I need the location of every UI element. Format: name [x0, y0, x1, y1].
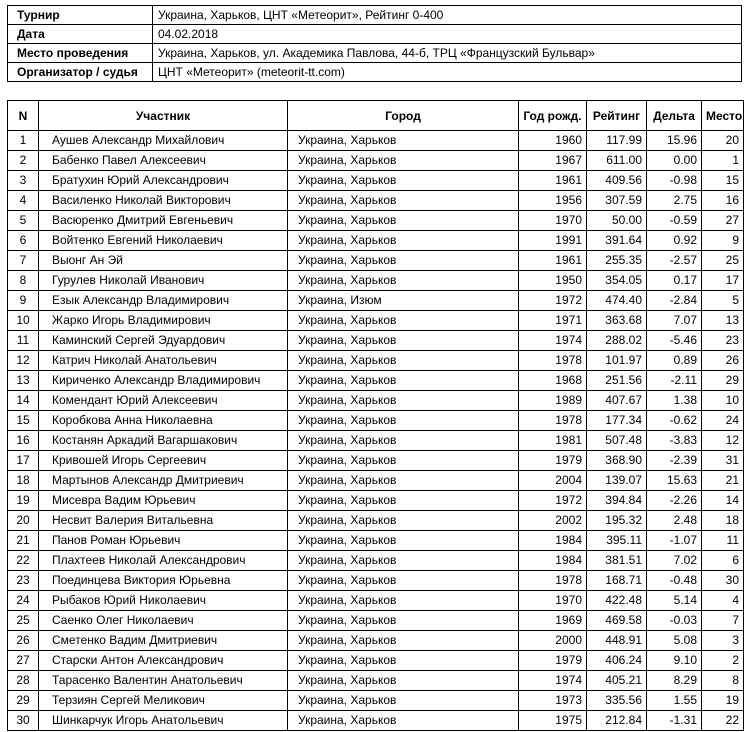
- cell-city: Украина, Харьков: [288, 631, 519, 651]
- cell-participant: Жарко Игорь Владимирович: [39, 311, 288, 331]
- results-body: [8, 131, 744, 731]
- cell-birth-year: 2002: [519, 511, 587, 531]
- cell-number: 3: [8, 171, 39, 191]
- cell-number: 17: [8, 451, 39, 471]
- cell-participant: Василенко Николай Викторович: [39, 191, 288, 211]
- cell-delta: -2.11: [647, 371, 702, 391]
- cell-city: Украина, Харьков: [288, 391, 519, 411]
- cell-birth-year: 1961: [519, 171, 587, 191]
- cell-delta: 15.63: [647, 471, 702, 491]
- cell-participant: Терзиян Сергей Меликович: [39, 691, 288, 711]
- cell-delta: 0.89: [647, 351, 702, 371]
- cell-number: 21: [8, 531, 39, 551]
- table-row: [8, 491, 744, 511]
- column-header-participant: Участник: [39, 101, 288, 131]
- cell-participant: Несвит Валерия Витальевна: [39, 511, 288, 531]
- cell-birth-year: 1978: [519, 571, 587, 591]
- table-row: [8, 371, 744, 391]
- cell-participant: Каминский Сергей Эдуардович: [39, 331, 288, 351]
- cell-rating: 381.51: [587, 551, 647, 571]
- table-row: [8, 511, 744, 531]
- cell-rating: 255.35: [587, 251, 647, 271]
- cell-delta: 5.08: [647, 631, 702, 651]
- tournament-value: Украина, Харьков, ЦНТ «Метеорит», Рейтинг 0-400: [153, 6, 742, 25]
- cell-birth-year: 1973: [519, 691, 587, 711]
- cell-delta: -2.26: [647, 491, 702, 511]
- cell-place: 3: [702, 631, 744, 651]
- tournament-label: Турнир: [8, 6, 153, 25]
- cell-delta: 1.55: [647, 691, 702, 711]
- cell-participant: Панов Роман Юрьевич: [39, 531, 288, 551]
- cell-delta: 9.10: [647, 651, 702, 671]
- cell-rating: 195.32: [587, 511, 647, 531]
- cell-participant: Комендант Юрий Алексеевич: [39, 391, 288, 411]
- cell-birth-year: 1961: [519, 251, 587, 271]
- cell-birth-year: 1960: [519, 131, 587, 151]
- cell-birth-year: 1970: [519, 211, 587, 231]
- cell-city: Украина, Харьков: [288, 671, 519, 691]
- column-header-place: Место: [702, 101, 744, 131]
- cell-place: 31: [702, 451, 744, 471]
- cell-rating: 395.11: [587, 531, 647, 551]
- cell-rating: 101.97: [587, 351, 647, 371]
- cell-place: 24: [702, 411, 744, 431]
- cell-participant: Поединцева Виктория Юрьевна: [39, 571, 288, 591]
- cell-delta: 2.48: [647, 511, 702, 531]
- table-row: [8, 331, 744, 351]
- info-row-venue: [8, 44, 742, 63]
- cell-number: 25: [8, 611, 39, 631]
- cell-rating: 335.56: [587, 691, 647, 711]
- cell-city: Украина, Харьков: [288, 191, 519, 211]
- cell-place: 27: [702, 211, 744, 231]
- cell-delta: 5.14: [647, 591, 702, 611]
- table-row: [8, 231, 744, 251]
- cell-city: Украина, Харьков: [288, 431, 519, 451]
- table-row: [8, 151, 744, 171]
- table-row: [8, 131, 744, 151]
- cell-rating: 409.56: [587, 171, 647, 191]
- cell-delta: -2.57: [647, 251, 702, 271]
- cell-delta: -0.48: [647, 571, 702, 591]
- cell-rating: 611.00: [587, 151, 647, 171]
- cell-delta: -2.84: [647, 291, 702, 311]
- cell-birth-year: 1950: [519, 271, 587, 291]
- cell-number: 20: [8, 511, 39, 531]
- cell-participant: Тарасенко Валентин Анатольевич: [39, 671, 288, 691]
- cell-participant: Коробкова Анна Николаевна: [39, 411, 288, 431]
- results-header-row: [8, 101, 744, 131]
- column-header-city: Город: [288, 101, 519, 131]
- cell-place: 23: [702, 331, 744, 351]
- cell-city: Украина, Харьков: [288, 651, 519, 671]
- cell-rating: 422.48: [587, 591, 647, 611]
- cell-birth-year: 1989: [519, 391, 587, 411]
- column-header-number: N: [8, 101, 39, 131]
- cell-delta: -1.31: [647, 711, 702, 731]
- cell-number: 29: [8, 691, 39, 711]
- cell-birth-year: 1978: [519, 411, 587, 431]
- table-row: [8, 351, 744, 371]
- cell-delta: 2.75: [647, 191, 702, 211]
- cell-rating: 469.58: [587, 611, 647, 631]
- date-label: Дата: [8, 25, 153, 44]
- cell-delta: -2.39: [647, 451, 702, 471]
- cell-city: Украина, Харьков: [288, 251, 519, 271]
- cell-participant: Бабенко Павел Алексеевич: [39, 151, 288, 171]
- cell-rating: 474.40: [587, 291, 647, 311]
- cell-place: 30: [702, 571, 744, 591]
- cell-number: 15: [8, 411, 39, 431]
- cell-birth-year: 1979: [519, 451, 587, 471]
- cell-place: 14: [702, 491, 744, 511]
- cell-city: Украина, Харьков: [288, 331, 519, 351]
- cell-participant: Саенко Олег Николаевич: [39, 611, 288, 631]
- cell-number: 27: [8, 651, 39, 671]
- tournament-info-table: [7, 5, 742, 82]
- cell-birth-year: 1956: [519, 191, 587, 211]
- cell-place: 13: [702, 311, 744, 331]
- cell-city: Украина, Харьков: [288, 171, 519, 191]
- cell-participant: Войтенко Евгений Николаевич: [39, 231, 288, 251]
- cell-place: 11: [702, 531, 744, 551]
- cell-city: Украина, Харьков: [288, 711, 519, 731]
- cell-city: Украина, Изюм: [288, 291, 519, 311]
- cell-participant: Костанян Аркадий Вагаршакович: [39, 431, 288, 451]
- cell-delta: 0.00: [647, 151, 702, 171]
- cell-birth-year: 1984: [519, 531, 587, 551]
- cell-birth-year: 1972: [519, 291, 587, 311]
- cell-delta: -3.83: [647, 431, 702, 451]
- table-row: [8, 591, 744, 611]
- cell-number: 5: [8, 211, 39, 231]
- cell-place: 2: [702, 651, 744, 671]
- cell-number: 23: [8, 571, 39, 591]
- cell-birth-year: 1991: [519, 231, 587, 251]
- column-header-rating: Рейтинг: [587, 101, 647, 131]
- cell-delta: 15.96: [647, 131, 702, 151]
- cell-city: Украина, Харьков: [288, 311, 519, 331]
- cell-place: 16: [702, 191, 744, 211]
- cell-number: 13: [8, 371, 39, 391]
- cell-participant: Гурулев Николай Иванович: [39, 271, 288, 291]
- cell-number: 26: [8, 631, 39, 651]
- cell-participant: Сметенко Вадим Дмитриевич: [39, 631, 288, 651]
- column-header-birth-year: Год рожд.: [519, 101, 587, 131]
- cell-number: 14: [8, 391, 39, 411]
- cell-participant: Васюренко Дмитрий Евгеньевич: [39, 211, 288, 231]
- cell-place: 10: [702, 391, 744, 411]
- cell-birth-year: 1968: [519, 371, 587, 391]
- cell-place: 20: [702, 131, 744, 151]
- cell-delta: -1.07: [647, 531, 702, 551]
- cell-participant: Шинкарчук Игорь Анатольевич: [39, 711, 288, 731]
- cell-birth-year: 1970: [519, 591, 587, 611]
- table-row: [8, 251, 744, 271]
- cell-city: Украина, Харьков: [288, 451, 519, 471]
- cell-city: Украина, Харьков: [288, 371, 519, 391]
- cell-city: Украина, Харьков: [288, 131, 519, 151]
- cell-rating: 307.59: [587, 191, 647, 211]
- cell-rating: 507.48: [587, 431, 647, 451]
- cell-birth-year: 2004: [519, 471, 587, 491]
- cell-place: 18: [702, 511, 744, 531]
- cell-participant: Кривошей Игорь Сергеевич: [39, 451, 288, 471]
- cell-number: 4: [8, 191, 39, 211]
- venue-label: Место проведения: [8, 44, 153, 63]
- table-row: [8, 171, 744, 191]
- cell-number: 10: [8, 311, 39, 331]
- cell-participant: Аушев Александр Михайлович: [39, 131, 288, 151]
- column-header-delta: Дельта: [647, 101, 702, 131]
- cell-rating: 177.34: [587, 411, 647, 431]
- cell-birth-year: 1972: [519, 491, 587, 511]
- cell-number: 24: [8, 591, 39, 611]
- info-row-date: [8, 25, 742, 44]
- cell-delta: 0.92: [647, 231, 702, 251]
- cell-place: 26: [702, 351, 744, 371]
- cell-city: Украина, Харьков: [288, 231, 519, 251]
- cell-birth-year: 1969: [519, 611, 587, 631]
- cell-city: Украина, Харьков: [288, 151, 519, 171]
- cell-city: Украина, Харьков: [288, 491, 519, 511]
- cell-number: 9: [8, 291, 39, 311]
- table-row: [8, 451, 744, 471]
- table-row: [8, 411, 744, 431]
- cell-delta: -0.03: [647, 611, 702, 631]
- cell-rating: 354.05: [587, 271, 647, 291]
- info-row-organizer: [8, 63, 742, 82]
- table-row: [8, 551, 744, 571]
- cell-birth-year: 1978: [519, 351, 587, 371]
- cell-rating: 406.24: [587, 651, 647, 671]
- cell-birth-year: 1974: [519, 331, 587, 351]
- cell-rating: 117.99: [587, 131, 647, 151]
- cell-city: Украина, Харьков: [288, 271, 519, 291]
- cell-delta: 0.17: [647, 271, 702, 291]
- table-row: [8, 631, 744, 651]
- cell-delta: 1.38: [647, 391, 702, 411]
- cell-city: Украина, Харьков: [288, 571, 519, 591]
- cell-number: 19: [8, 491, 39, 511]
- cell-participant: Мартынов Александр Дмитриевич: [39, 471, 288, 491]
- cell-birth-year: 1981: [519, 431, 587, 451]
- table-row: [8, 571, 744, 591]
- cell-rating: 363.68: [587, 311, 647, 331]
- cell-place: 12: [702, 431, 744, 451]
- cell-participant: Мисевра Вадим Юрьевич: [39, 491, 288, 511]
- organizer-label: Организатор / судья: [8, 63, 153, 82]
- date-value: 04.02.2018: [153, 25, 742, 44]
- cell-birth-year: 1971: [519, 311, 587, 331]
- table-row: [8, 711, 744, 731]
- cell-delta: -0.59: [647, 211, 702, 231]
- cell-participant: Выонг Ан Эй: [39, 251, 288, 271]
- cell-delta: -5.46: [647, 331, 702, 351]
- cell-city: Украина, Харьков: [288, 511, 519, 531]
- cell-rating: 448.91: [587, 631, 647, 651]
- cell-city: Украина, Харьков: [288, 471, 519, 491]
- table-row: [8, 191, 744, 211]
- cell-delta: -0.62: [647, 411, 702, 431]
- cell-rating: 50.00: [587, 211, 647, 231]
- cell-rating: 394.84: [587, 491, 647, 511]
- organizer-value: ЦНТ «Метеорит» (meteorit-tt.com): [153, 63, 742, 82]
- cell-rating: 288.02: [587, 331, 647, 351]
- cell-rating: 405.21: [587, 671, 647, 691]
- cell-place: 5: [702, 291, 744, 311]
- table-row: [8, 291, 744, 311]
- cell-delta: -0.98: [647, 171, 702, 191]
- cell-number: 7: [8, 251, 39, 271]
- cell-participant: Плахтеев Николай Александрович: [39, 551, 288, 571]
- cell-city: Украина, Харьков: [288, 611, 519, 631]
- cell-place: 29: [702, 371, 744, 391]
- cell-rating: 407.67: [587, 391, 647, 411]
- cell-number: 8: [8, 271, 39, 291]
- table-row: [8, 691, 744, 711]
- table-row: [8, 471, 744, 491]
- cell-place: 6: [702, 551, 744, 571]
- cell-city: Украина, Харьков: [288, 351, 519, 371]
- cell-place: 7: [702, 611, 744, 631]
- cell-birth-year: 1984: [519, 551, 587, 571]
- table-row: [8, 211, 744, 231]
- cell-place: 8: [702, 671, 744, 691]
- cell-birth-year: 1967: [519, 151, 587, 171]
- cell-number: 11: [8, 331, 39, 351]
- table-row: [8, 391, 744, 411]
- cell-place: 9: [702, 231, 744, 251]
- results-table: [7, 100, 744, 731]
- cell-city: Украина, Харьков: [288, 551, 519, 571]
- cell-place: 4: [702, 591, 744, 611]
- cell-birth-year: 1975: [519, 711, 587, 731]
- cell-participant: Братухин Юрий Александрович: [39, 171, 288, 191]
- cell-delta: 8.29: [647, 671, 702, 691]
- table-row: [8, 651, 744, 671]
- cell-place: 25: [702, 251, 744, 271]
- cell-birth-year: 2000: [519, 631, 587, 651]
- cell-rating: 212.84: [587, 711, 647, 731]
- cell-rating: 139.07: [587, 471, 647, 491]
- cell-city: Украина, Харьков: [288, 211, 519, 231]
- cell-place: 21: [702, 471, 744, 491]
- table-row: [8, 531, 744, 551]
- cell-place: 22: [702, 711, 744, 731]
- cell-participant: Езык Александр Владимирович: [39, 291, 288, 311]
- cell-number: 6: [8, 231, 39, 251]
- cell-birth-year: 1974: [519, 671, 587, 691]
- cell-number: 1: [8, 131, 39, 151]
- cell-number: 22: [8, 551, 39, 571]
- cell-number: 12: [8, 351, 39, 371]
- cell-city: Украина, Харьков: [288, 691, 519, 711]
- cell-city: Украина, Харьков: [288, 531, 519, 551]
- cell-delta: 7.07: [647, 311, 702, 331]
- cell-number: 30: [8, 711, 39, 731]
- cell-place: 19: [702, 691, 744, 711]
- cell-rating: 368.90: [587, 451, 647, 471]
- cell-birth-year: 1979: [519, 651, 587, 671]
- cell-rating: 168.71: [587, 571, 647, 591]
- cell-rating: 251.56: [587, 371, 647, 391]
- cell-participant: Кириченко Александр Владимирович: [39, 371, 288, 391]
- cell-number: 28: [8, 671, 39, 691]
- table-row: [8, 271, 744, 291]
- cell-number: 2: [8, 151, 39, 171]
- cell-participant: Старски Антон Александрович: [39, 651, 288, 671]
- cell-rating: 391.64: [587, 231, 647, 251]
- venue-value: Украина, Харьков, ул. Академика Павлова, 44-б, ТРЦ «Французский Бульвар»: [153, 44, 742, 63]
- table-row: [8, 311, 744, 331]
- cell-number: 18: [8, 471, 39, 491]
- table-row: [8, 431, 744, 451]
- cell-delta: 7.02: [647, 551, 702, 571]
- cell-place: 1: [702, 151, 744, 171]
- cell-place: 15: [702, 171, 744, 191]
- cell-participant: Рыбаков Юрий Николаевич: [39, 591, 288, 611]
- table-row: [8, 611, 744, 631]
- cell-city: Украина, Харьков: [288, 411, 519, 431]
- cell-city: Украина, Харьков: [288, 591, 519, 611]
- cell-place: 17: [702, 271, 744, 291]
- table-row: [8, 671, 744, 691]
- info-row-tournament: [8, 6, 742, 25]
- cell-number: 16: [8, 431, 39, 451]
- cell-participant: Катрич Николай Анатольевич: [39, 351, 288, 371]
